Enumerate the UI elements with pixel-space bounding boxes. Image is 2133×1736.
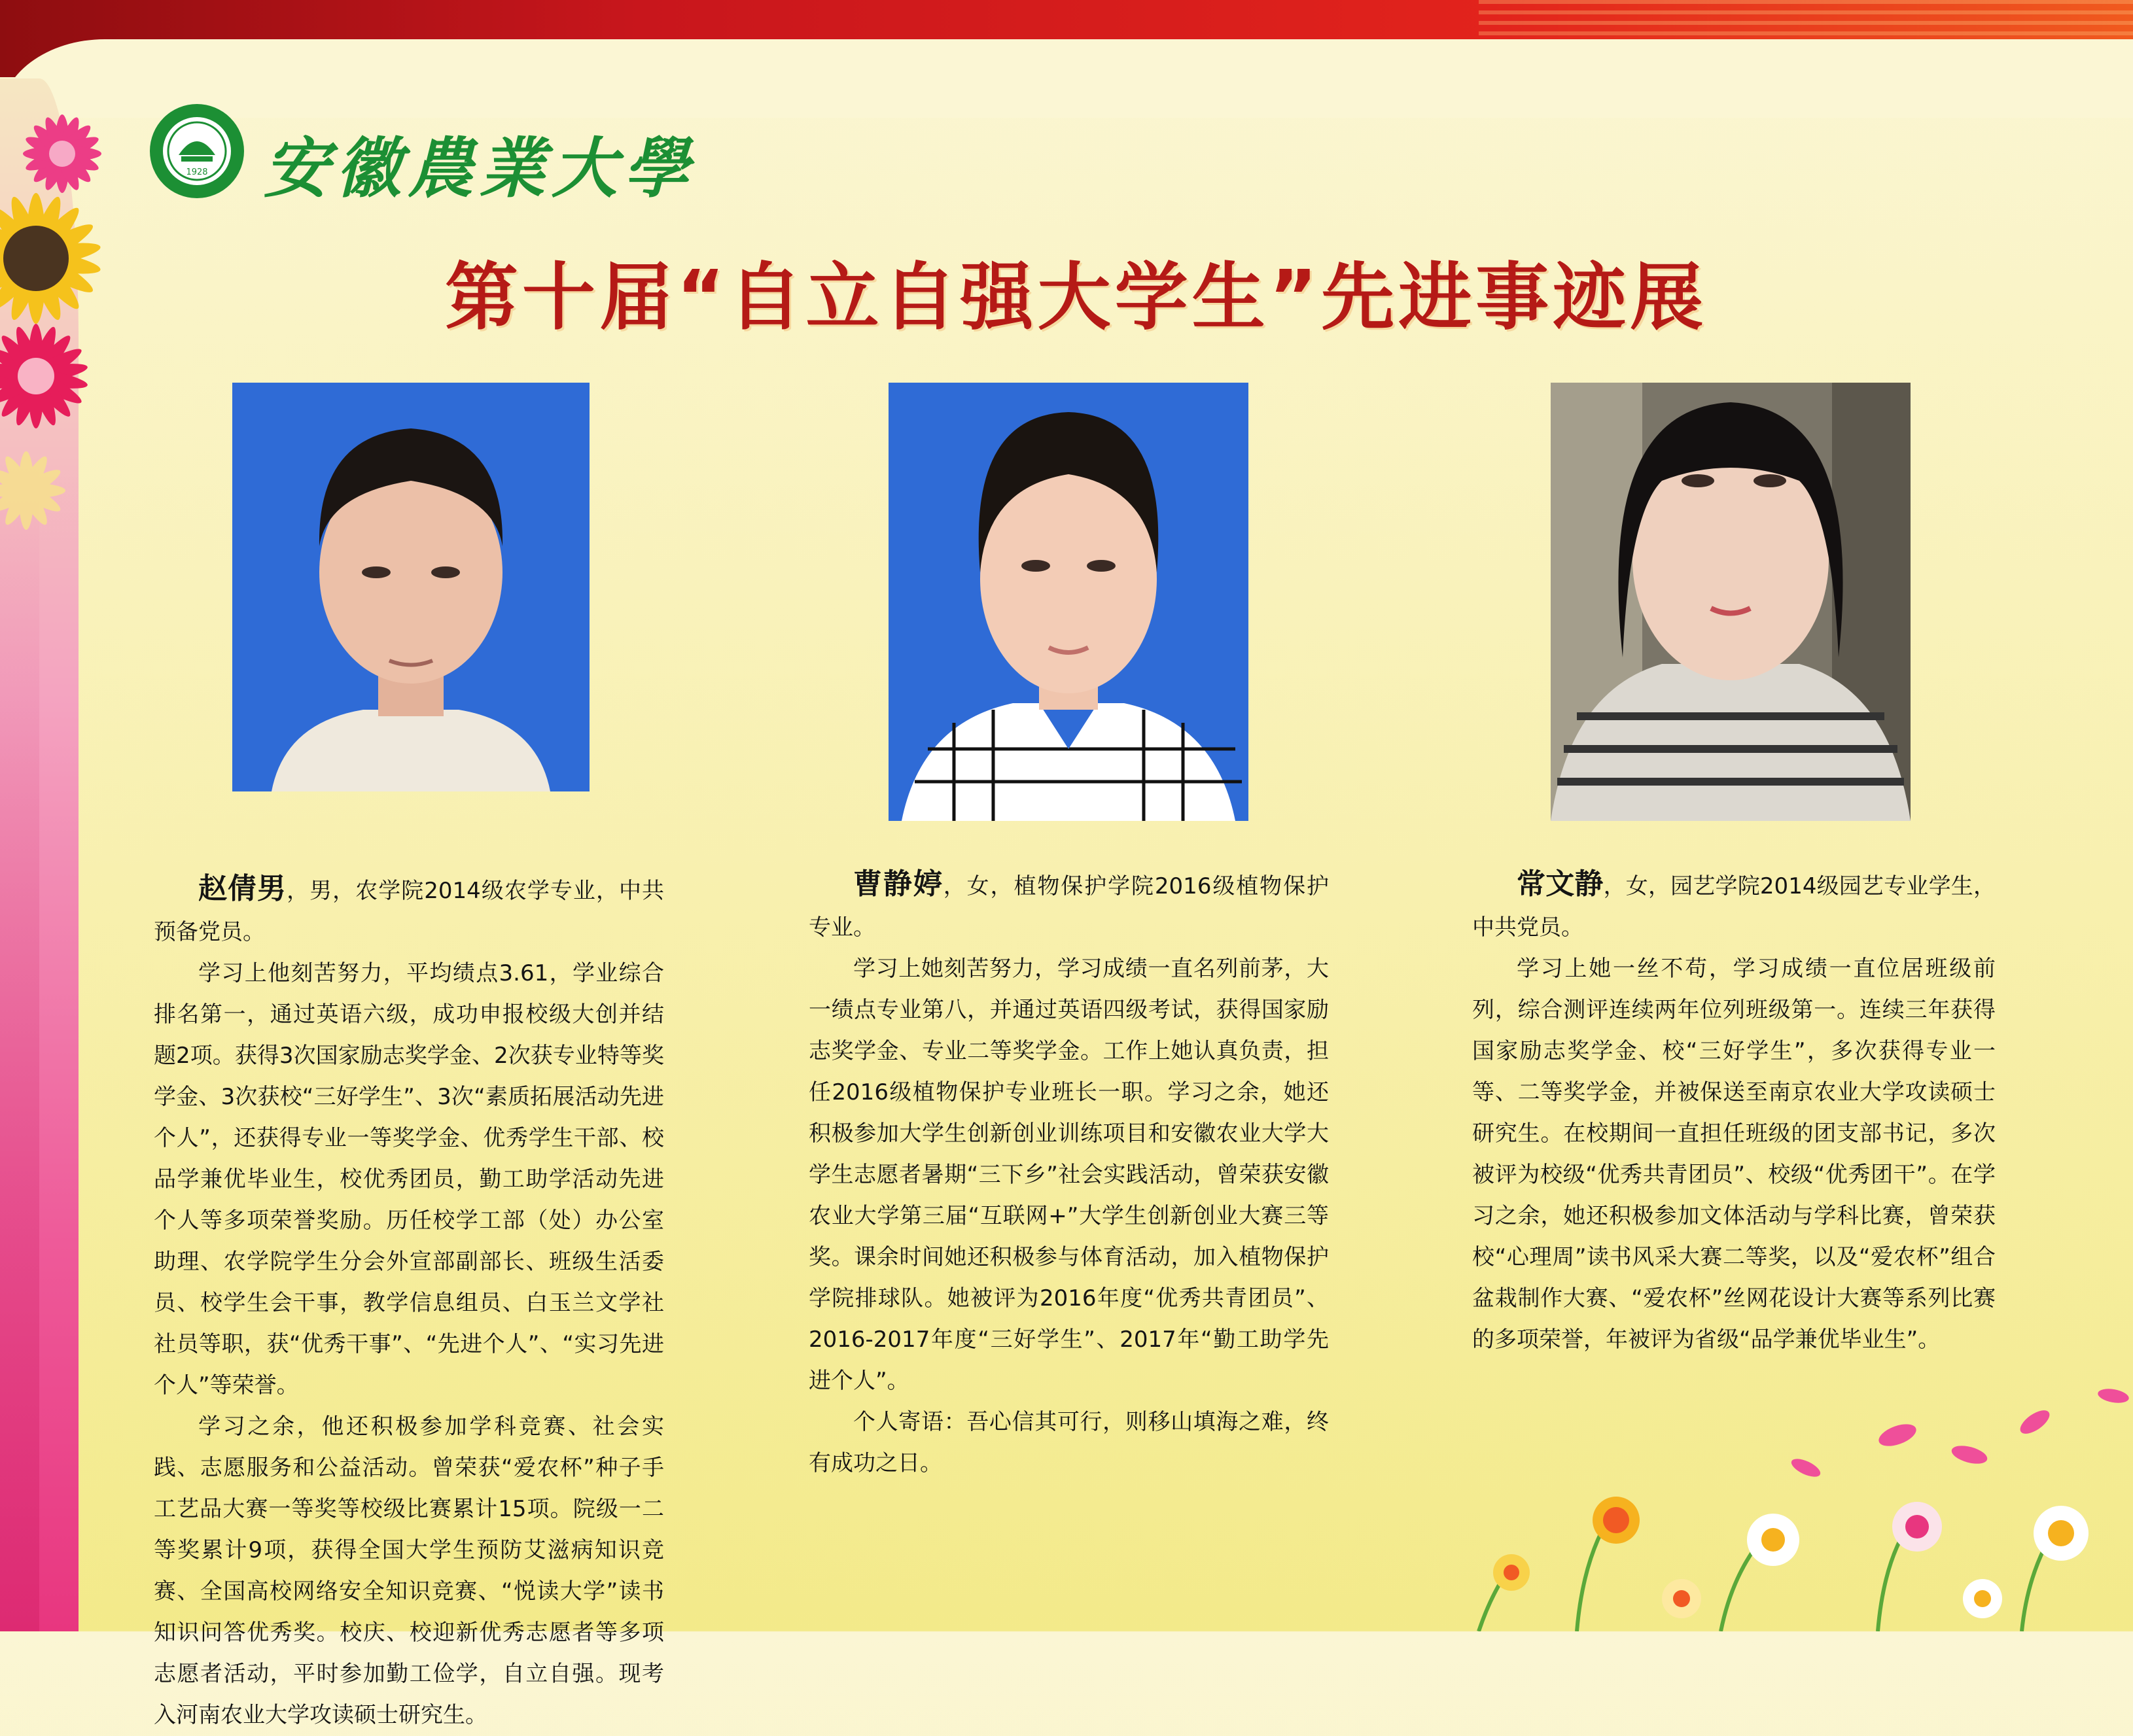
sunflower-icon (0, 183, 111, 334)
pale-sunflower-icon (0, 445, 85, 536)
university-seal-icon (147, 101, 247, 201)
profile-name: 赵倩男 (198, 872, 287, 905)
profile-intro: ，男，农学院2014级农学专业，中共预备党员。 (154, 878, 665, 945)
profile-paragraph: 学习上她一丝不苟，学习成绩一直位居班级前列，综合测评连续两年位列班级第一。连续三年获得国家励志奖学金、校“三好学生”，多次获得专业一等、二等奖学金，并被保送至南京农业大学攻读硕士研究生。在校期间一直担任班级的团支部书记，多次被评为校级“优秀共青团员”、校级“优秀团干”。在学习之余，她还积极参加文体活动与学科比赛，曾荣获校“心理周”读书风采大赛二等奖，以及“爱农杯”组合盆栽制作大赛、“爱农杯”丝网花设计大赛等系列比赛的多项荣誉，年被评为省级“品学兼优毕业生”。 (1472, 956, 1996, 1353)
profile-paragraph: 学习上他刻苦努力，平均绩点3.61，学业综合排名第一，通过英语六级，成功申报校级大创并结题2项。获得3次国家励志奖学金、2次获专业特等奖学金、3次获校“三好学生”、3次“素质拓展活动先进个人”，还获得专业一等奖学金、优秀学生干部、校品学兼优毕业生，校优秀团员，勤工助学活动先进个人等多项荣誉奖励。历任校学工部（处）办公室助理、农学院学生分会外宣部副部长、班级生活委员、校学生会干事，教学信息组员、白玉兰文学社社员等职，获“优秀干事”、“先进个人”、“实习先进个人”等荣誉。 (154, 960, 664, 1398)
profile-paragraph: 学习之余，他还积极参加学科竞赛、社会实践、志愿服务和公益活动。曾荣获“爱农杯”种子手工艺品大赛一等奖等校级比赛累计15项。院级一二等奖累计9项，获得全国大学生预防艾滋病知识竞赛、全国高校网络安全知识竞赛、“悦读大学”读书知识问答优秀奖。校庆、校迎新优秀志愿者等多项志愿者活动，平时参加勤工俭学，自立自强。现考入河南农业大学攻读硕士研究生。 (154, 1414, 664, 1728)
portrait-photo-3 (1551, 383, 1911, 821)
profile-name: 曹静婷 (853, 867, 943, 901)
profile-paragraph: 个人寄语：吾心信其可行，则移山填海之难，终有成功之日。 (809, 1409, 1329, 1476)
profile-intro: ，女，植物保护学院2016级植物保护专业。 (809, 873, 1329, 941)
profile-paragraph: 学习上她刻苦努力，学习成绩一直名列前茅，大一绩点专业第八，并通过英语四级考试，获得国家励志奖学金、专业二等奖学金。工作上她认真负责，担任2016级植物保护专业班长一职。学习之余，她还积极参加大学生创新创业训练项目和安徽农业大学大学生志愿者暑期“三下乡”社会实践活动，曾荣获安徽农业大学第三届“互联网+”大学生创新创业大赛三等奖。课余时间她还积极参与体育活动，加入植物保护学院排球队。她被评为2016年度“优秀共青团员”、2016-2017年度“三好学生”、2017年“勤工助学先进个人”。 (809, 956, 1329, 1394)
seal-year: 1928 (186, 167, 208, 177)
profile-1 (154, 868, 664, 1736)
left-band-shade (0, 458, 39, 1631)
university-logo (147, 101, 696, 207)
bottom-flowers-decoration (1381, 1357, 2133, 1631)
portrait-photo-2 (889, 383, 1248, 821)
page-title: 第十届“自立自强大学生”先进事迹展 (445, 255, 1708, 340)
portrait-photo-1 (232, 383, 590, 791)
profile-name: 常文静 (1517, 867, 1604, 901)
university-name: 安徽農業大學 (264, 130, 696, 207)
profile-3 (1472, 863, 1996, 1361)
profile-intro: ，女，园艺学院2014级园艺专业学生，中共党员。 (1472, 873, 1996, 941)
profile-2 (809, 863, 1329, 1484)
red-flower-icon (0, 314, 98, 438)
